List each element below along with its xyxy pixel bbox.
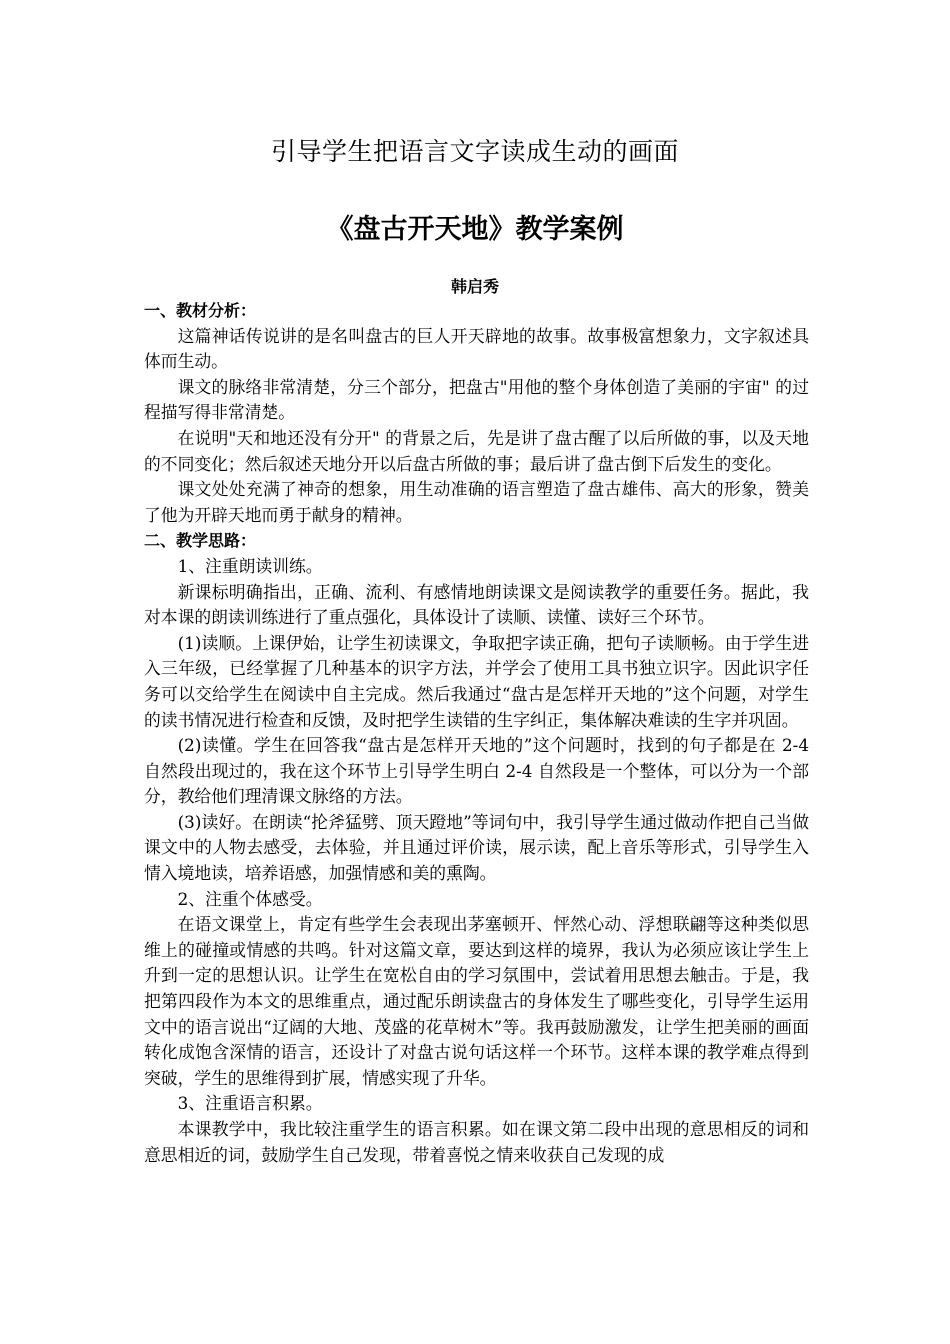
paragraph: 新课标明确指出，正确、流利、有感情地朗读课文是阅读教学的重要任务。据此，我对本课的朗读训练进行了重点强化，具体设计了读顺、读懂、读好三个环节。 [144, 581, 809, 628]
document-title: 引导学生把语言文字读成生动的画面 [270, 137, 679, 166]
paragraph: (3)读好。在朗读“抡斧猛劈、顶天蹬地”等词句中，我引导学生通过做动作把自己当做课文中的人物去感受，去体验，并且通过评价读，展示读，配上音乐等形式，引导学生入情入境地读，培养语感，加强情感和美的熏陶。 [144, 811, 809, 884]
paragraph: (2)读懂。学生在回答我“盘古是怎样开天地的”这个问题时，找到的句子都是在 2-4 自然段出现过的，我在这个环节上引导学生明白 2-4 自然段是一个整体，可以分为一个部分，教给他们理清课文脉络的方法。 [144, 735, 809, 807]
paragraph: (1)读顺。上课伊始，让学生初读课文，争取把字读正确，把句子读顺畅。由于学生进入三年级，已经掌握了几种基本的识字方法，并学会了使用工具书独立识字。因此识字任务可以交给学生在阅读中自主完成。然后我通过“盘古是怎样开天地的”这个问题，对学生的读书情况进行检查和反馈，及时把学生读错的生字纠正，集体解决难读的生字并巩固。 [144, 632, 809, 730]
document-subtitle: 《盘古开天地》教学案例 [326, 214, 624, 245]
paragraph: 课文的脉络非常清楚，分三个部分，把盘古"用他的整个身体创造了美丽的宇宙" 的过程描写得非常清楚。 [144, 376, 809, 423]
document-author: 韩启秀 [450, 277, 499, 296]
paragraph: 在语文课堂上，肯定有些学生会表现出茅塞顿开、怦然心动、浮想联翩等这种类似思维上的碰撞或情感的共鸣。针对这篇文章，要达到这样的境界，我认为必须应该让学生上升到一定的思想认识。让学生在宽松自由的学习氛围中，尝试着用思想去触击。于是，我把第四段作为本文的思维重点，通过配乐朗读盘古的身体发生了哪些变化，引导学生运用文中的语言说出“辽阔的大地、茂盛的花草树木”等。我再鼓励激发，让学生把美丽的画面转化成饱含深情的语言，还设计了对盘古说句话这样一个环节。这样本课的教学难点得到突破，学生的思维得到扩展，情感实现了升华。 [144, 914, 809, 1088]
paragraph: 本课教学中，我比较注重学生的语言积累。如在课文第二段中出现的意思相反的词和意思相近的词，鼓励学生自己发现，带着喜悦之情来收获自己发现的成 [144, 1119, 809, 1165]
section-heading-approach: 二、教学思路： [144, 531, 257, 551]
document-body [144, 298, 809, 1168]
section-heading-analysis: 一、教材分析： [144, 301, 257, 320]
subheading: 2、注重个体感受。 [177, 888, 323, 909]
subheading: 1、注重朗读训练。 [177, 555, 323, 576]
paragraph: 在说明"天和地还没有分开" 的背景之后，先是讲了盘古醒了以后所做的事，以及天地的不同变化；然后叙述天地分开以后盘古所做的事；最后讲了盘古倒下后发生的变化。 [144, 427, 809, 474]
paragraph: 课文处处充满了神奇的想象，用生动准确的语言塑造了盘古雄伟、高大的形象，赞美了他为开辟天地而勇于献身的精神。 [144, 479, 809, 525]
subheading: 3、注重语言积累。 [177, 1093, 323, 1114]
paragraph: 这篇神话传说讲的是名叫盘古的巨人开天辟地的故事。故事极富想象力，文字叙述具体而生动。 [144, 325, 809, 372]
